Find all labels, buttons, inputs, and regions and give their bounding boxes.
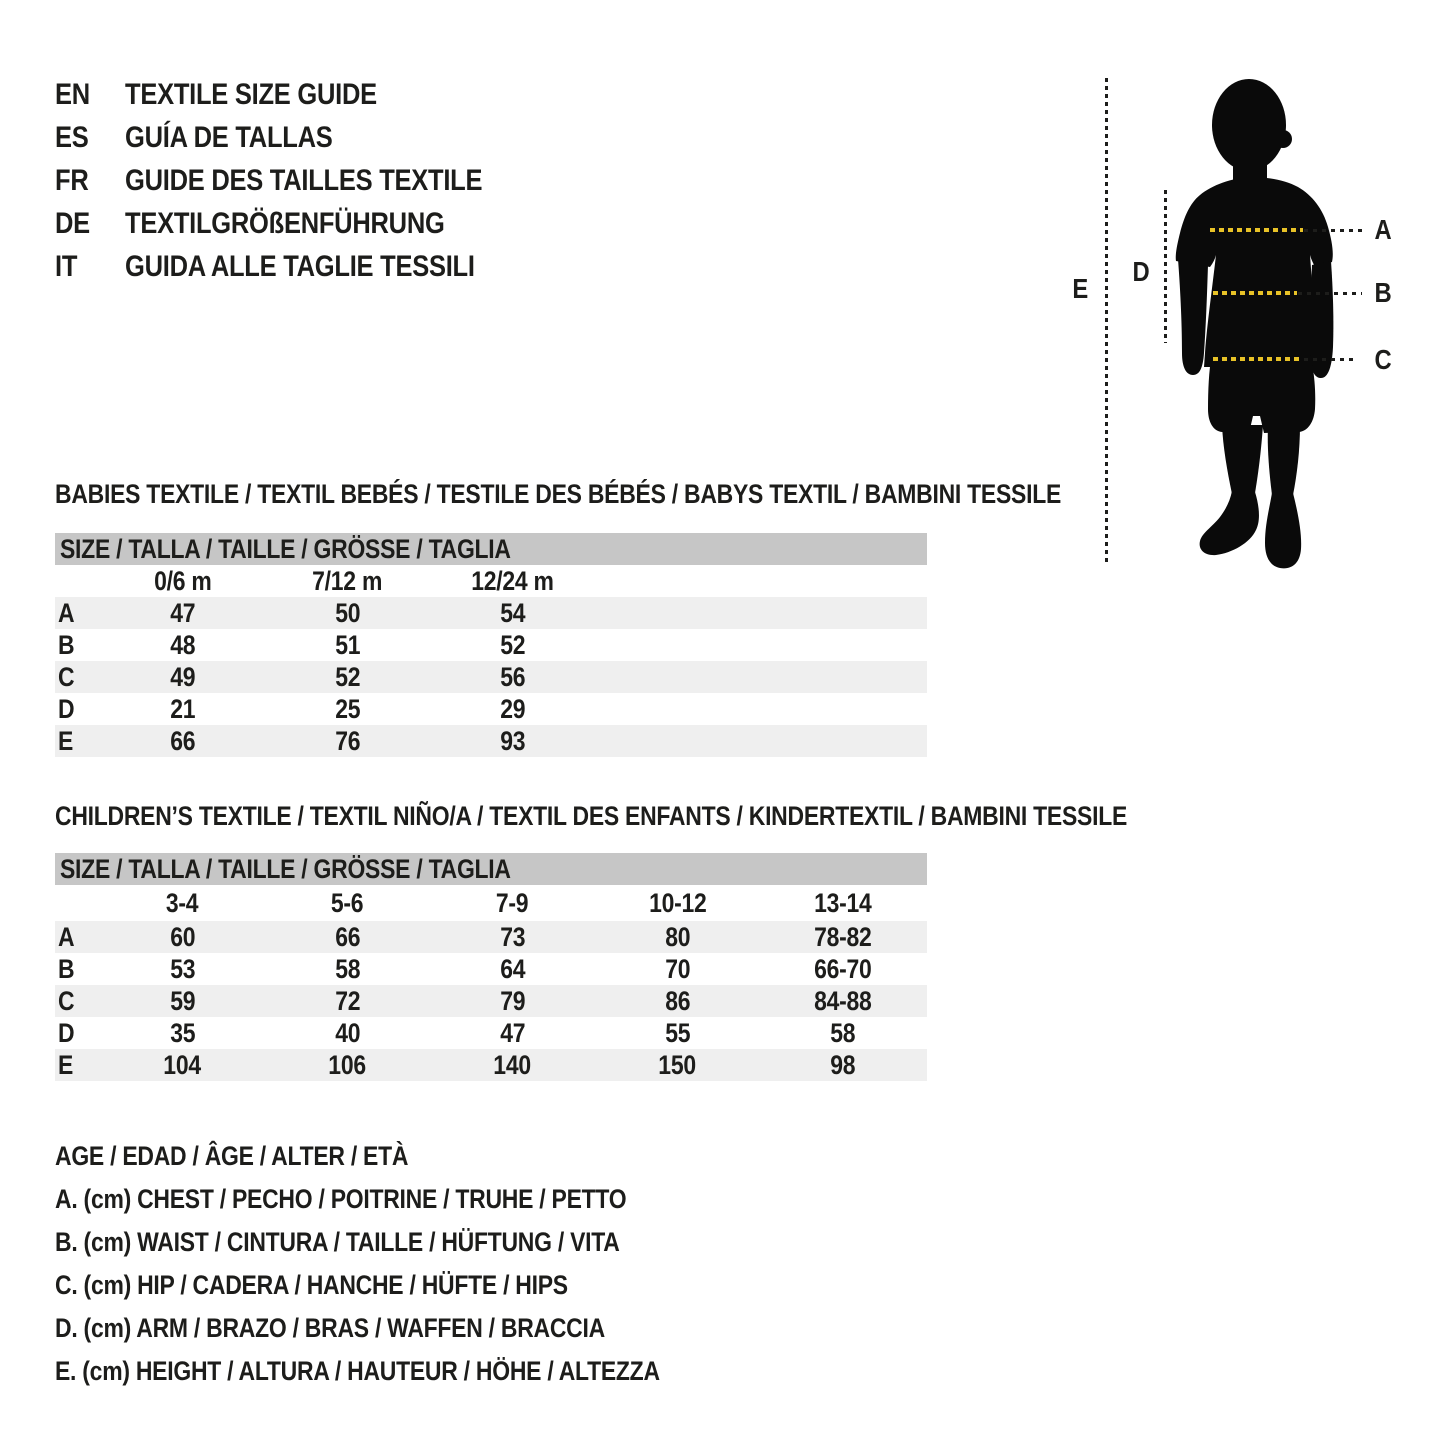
lang-title-en: TEXTILE SIZE GUIDE [125, 77, 377, 111]
table-row: A 60 66 73 80 78-82 [55, 921, 927, 953]
figure-label-e: E [1072, 273, 1088, 304]
legend-height: E. (cm) HEIGHT / ALTURA / HAUTEUR / HÖHE / ALTEZZA [55, 1356, 660, 1386]
babies-size-table [55, 533, 927, 757]
row-label: B [58, 629, 75, 660]
chest-a-dash-line [1210, 228, 1303, 232]
lang-code-de: DE [55, 206, 90, 240]
babies-column-header-row [55, 565, 927, 597]
table-row: E 104 106 140 150 98 [55, 1049, 927, 1081]
table-row: A 47 50 54 [55, 597, 927, 629]
row-label: A [58, 597, 75, 628]
lang-code-fr: FR [55, 163, 89, 197]
babies-section-title: BABIES TEXTILE / TEXTIL BEBÉS / TESTILE DES BÉBÉS / BABYS TEXTIL / BAMBINI TESSILE [55, 479, 1062, 509]
lang-title-de: TEXTILGRÖßENFÜHRUNG [125, 206, 445, 240]
lang-row-de [55, 202, 545, 245]
babies-col-0: 0/6 m [153, 565, 212, 596]
children-table-header: SIZE / TALLA / TAILLE / GRÖSSE / TAGLIA [55, 853, 927, 885]
children-col-3: 10-12 [648, 887, 707, 918]
babies-table-header: SIZE / TALLA / TAILLE / GRÖSSE / TAGLIA [55, 533, 927, 565]
waist-b-dotted-line [1298, 292, 1362, 295]
lang-row-es [55, 116, 545, 159]
lang-code-en: EN [55, 77, 90, 111]
table-row: E 66 76 93 [55, 725, 927, 757]
lang-row-it [55, 245, 545, 288]
waist-b-dash-line [1213, 291, 1297, 295]
figure-label-d: D [1132, 256, 1150, 287]
figure-label-b: B [1374, 277, 1392, 308]
language-title-block [55, 73, 545, 288]
table-row: C 59 72 79 86 84-88 [55, 985, 927, 1017]
row-label: A [58, 921, 75, 952]
lang-title-es: GUÍA DE TALLAS [125, 120, 333, 154]
table-row: D 35 40 47 55 58 [58, 1017, 856, 1048]
row-label: D [58, 693, 75, 724]
lang-code-it: IT [55, 249, 78, 283]
row-label: C [58, 985, 75, 1016]
row-label: D [58, 1017, 75, 1048]
legend-chest: A. (cm) CHEST / PECHO / POITRINE / TRUHE / PETTO [55, 1184, 627, 1214]
children-col-1: 5-6 [331, 887, 364, 918]
hip-c-dash-line [1213, 357, 1303, 361]
children-col-0: 3-4 [166, 887, 199, 918]
children-col-4: 13-14 [813, 887, 872, 918]
legend-age: AGE / EDAD / ÂGE / ALTER / ETÀ [55, 1141, 409, 1171]
children-section-title: CHILDREN’S TEXTILE / TEXTIL NIÑO/A / TEXTIL DES ENFANTS / KINDERTEXTIL / BAMBINI TESSILE [55, 801, 1128, 831]
legend-waist: B. (cm) WAIST / CINTURA / TAILLE / HÜFTUNG / VITA [55, 1227, 620, 1257]
lang-code-es: ES [55, 120, 89, 154]
figure-label-c: C [1374, 344, 1392, 375]
row-label: B [58, 953, 75, 984]
table-row: C 49 52 56 [55, 661, 927, 693]
children-size-table [55, 853, 927, 1081]
row-label: E [58, 1049, 74, 1080]
hip-c-dotted-line [1304, 358, 1358, 361]
babies-col-2: 12/24 m [471, 565, 554, 596]
lang-row-fr [55, 159, 545, 202]
measurement-legend [55, 1135, 766, 1393]
lang-title-it: GUIDA ALLE TAGLIE TESSILI [125, 249, 475, 283]
legend-arm: D. (cm) ARM / BRAZO / BRAS / WAFFEN / BRACCIA [55, 1313, 605, 1343]
children-col-2: 7-9 [496, 887, 529, 918]
table-row: B 48 51 52 [58, 629, 526, 660]
legend-hip: C. (cm) HIP / CADERA / HANCHE / HÜFTE / HIPS [55, 1270, 568, 1300]
row-label: C [58, 661, 75, 692]
row-label: E [58, 725, 74, 756]
table-row: B 53 58 64 70 66-70 [58, 953, 872, 984]
babies-col-1: 7/12 m [312, 565, 383, 596]
lang-title-fr: GUIDE DES TAILLES TEXTILE [125, 163, 483, 197]
chest-a-dotted-line [1304, 229, 1362, 232]
lang-row-en [55, 73, 545, 116]
figure-label-a: A [1374, 214, 1392, 245]
children-column-header-row [55, 885, 927, 921]
table-row: D 21 25 29 [58, 693, 526, 724]
